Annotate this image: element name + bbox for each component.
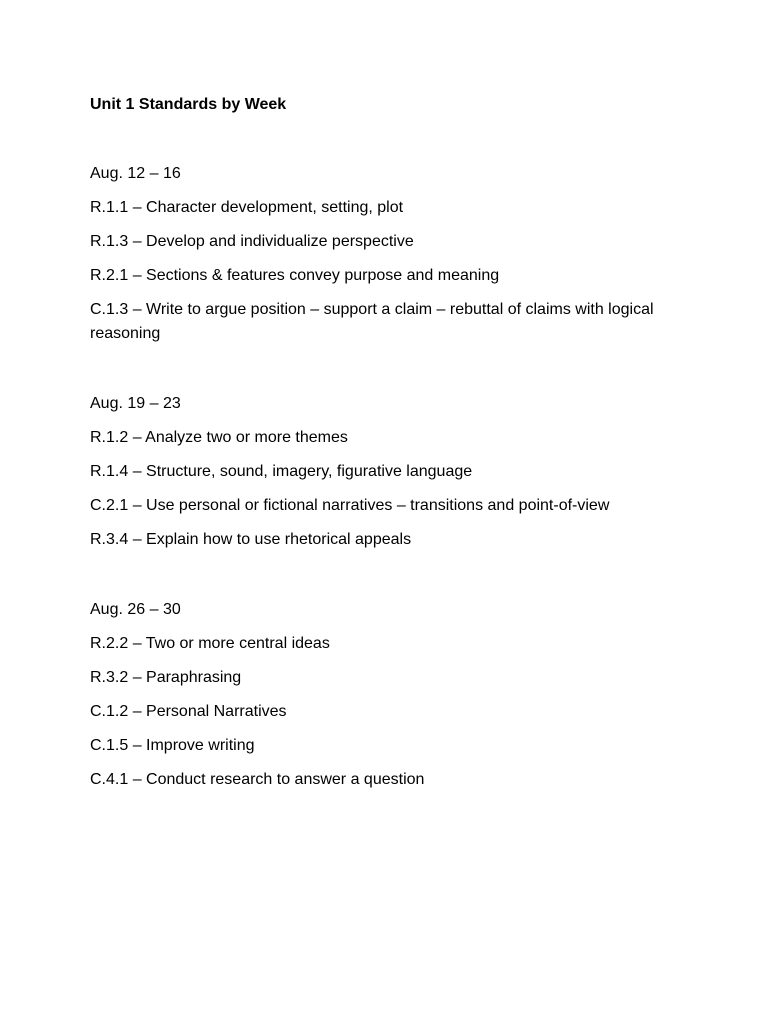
week-section [90, 392, 690, 552]
week-section [90, 598, 690, 792]
document-body [90, 94, 690, 838]
week-heading: Aug. 12 – 16 [90, 165, 181, 182]
standard-item: R.2.2 – Two or more central ideas [90, 635, 330, 652]
document-title: Unit 1 Standards by Week [90, 96, 287, 113]
standard-item: C.4.1 – Conduct research to answer a question [90, 771, 425, 788]
standard-item: C.1.5 – Improve writing [90, 737, 255, 754]
standard-item: R.1.3 – Develop and individualize perspective [90, 233, 414, 250]
week-heading: Aug. 26 – 30 [90, 601, 181, 618]
standard-item: R.3.4 – Explain how to use rhetorical appeals [90, 531, 412, 548]
standard-item: R.1.1 – Character development, setting, plot [90, 199, 404, 216]
standard-item: R.1.2 – Analyze two or more themes [90, 429, 348, 446]
standard-item: C.1.3 – Write to argue position – support a claim – rebuttal of claims with logical reasoning [90, 301, 654, 342]
standard-item: R.3.2 – Paraphrasing [90, 669, 242, 686]
standard-item: R.1.4 – Structure, sound, imagery, figurative language [90, 463, 473, 480]
standard-item: C.1.2 – Personal Narratives [90, 703, 287, 720]
standard-item: C.2.1 – Use personal or fictional narratives – transitions and point-of-view [90, 497, 610, 514]
standard-item: R.2.1 – Sections & features convey purpose and meaning [90, 267, 500, 284]
week-section [90, 162, 690, 346]
week-heading: Aug. 19 – 23 [90, 395, 181, 412]
